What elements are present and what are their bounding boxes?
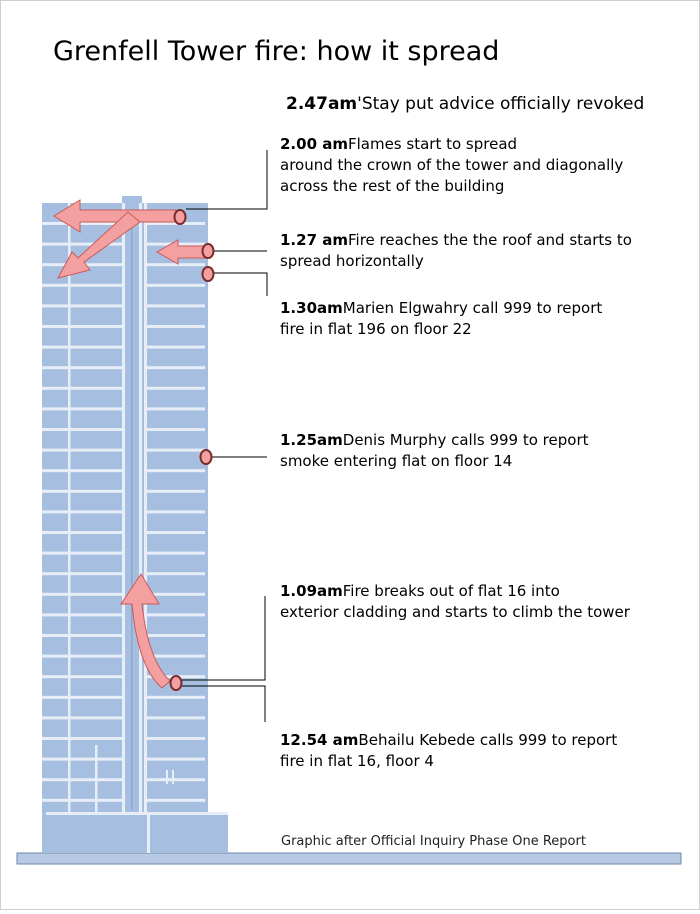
event-text: Flames start to spread xyxy=(347,135,518,153)
floor-gap xyxy=(147,531,205,534)
column-gap xyxy=(95,745,98,812)
floor-gap xyxy=(42,490,122,493)
floor-gap xyxy=(147,593,205,596)
core-line xyxy=(139,203,142,815)
location-marker-icon xyxy=(171,676,182,690)
floor-gap xyxy=(42,552,122,555)
event-text: Marien Elgwahry call 999 to report xyxy=(342,299,603,317)
floor-gap xyxy=(147,407,205,410)
event-text: fire in flat 16, floor 4 xyxy=(280,752,434,770)
event-247 xyxy=(286,94,644,115)
event-text: around the crown of the tower and diagonally xyxy=(280,156,624,174)
floor-gap xyxy=(147,696,205,699)
floor-gap xyxy=(42,469,122,472)
floor-gap xyxy=(147,284,205,287)
event-text: smoke entering flat on floor 14 xyxy=(280,452,513,470)
detail-gap xyxy=(172,770,174,784)
floor-gap xyxy=(42,284,122,287)
location-marker-icon xyxy=(203,267,214,281)
event-time: 1.27 am xyxy=(280,231,348,249)
floor-gap xyxy=(147,366,205,369)
event-text: exterior cladding and starts to climb the tower xyxy=(280,603,630,621)
event-text: across the rest of the building xyxy=(280,177,505,195)
event-text: Behailu Kebede calls 999 to report xyxy=(358,731,618,749)
floor-gap xyxy=(42,716,122,719)
floor-gap xyxy=(42,366,122,369)
floor-gap xyxy=(147,469,205,472)
detail-gap xyxy=(166,770,168,784)
event-text: fire in flat 196 on floor 22 xyxy=(280,320,472,338)
floor-gap xyxy=(42,613,122,616)
ground xyxy=(17,853,681,864)
floor-gap xyxy=(42,655,122,658)
event-text: spread horizontally xyxy=(280,252,424,270)
floor-gap xyxy=(42,675,122,678)
event-time: 1.25am xyxy=(280,431,343,449)
floor-gap xyxy=(147,428,205,431)
floor-gap xyxy=(147,758,205,761)
floor-gap xyxy=(42,593,122,596)
floor-gap xyxy=(42,510,122,513)
floor-gap xyxy=(147,634,205,637)
leader-line xyxy=(186,150,267,209)
core-line xyxy=(131,210,133,810)
floor-gap xyxy=(147,655,205,658)
floor-gap xyxy=(42,799,122,802)
event-time: 1.09am xyxy=(280,582,343,600)
floor-gap xyxy=(42,325,122,328)
credit-note: Graphic after Official Inquiry Phase One Report xyxy=(281,834,586,849)
floor-gap xyxy=(147,799,205,802)
floor-gap xyxy=(42,304,122,307)
location-marker-icon xyxy=(175,210,186,224)
floor-gap xyxy=(147,263,205,266)
floor-gap xyxy=(42,634,122,637)
page-title: Grenfell Tower fire: how it spread xyxy=(53,36,500,67)
floor-gap xyxy=(42,696,122,699)
floor-gap xyxy=(147,304,205,307)
location-marker-icon xyxy=(201,450,212,464)
event-text: Denis Murphy calls 999 to report xyxy=(342,431,589,449)
base-gap xyxy=(46,812,228,815)
event-127 xyxy=(280,230,632,272)
tower xyxy=(42,196,228,853)
floor-gap xyxy=(42,758,122,761)
tower-base xyxy=(46,812,228,853)
event-130 xyxy=(280,298,602,340)
floor-gap xyxy=(42,449,122,452)
event-125 xyxy=(280,430,589,472)
floor-gap xyxy=(42,778,122,781)
floor-gap xyxy=(42,572,122,575)
floor-gap xyxy=(147,490,205,493)
event-time: 2.00 am xyxy=(280,135,348,153)
floor-gap xyxy=(147,716,205,719)
event-text: Fire reaches the the roof and starts to xyxy=(347,231,632,249)
leader-line xyxy=(211,273,267,296)
column-gap xyxy=(68,203,71,815)
event-1254 xyxy=(280,730,617,772)
floor-gap xyxy=(147,325,205,328)
floor-gap xyxy=(42,387,122,390)
floor-gap xyxy=(147,778,205,781)
floor-gap xyxy=(42,407,122,410)
base-gap xyxy=(147,815,150,853)
floor-gap xyxy=(147,737,205,740)
floor-gap xyxy=(147,387,205,390)
floor-gap xyxy=(42,428,122,431)
event-time: 1.30am xyxy=(280,299,343,317)
floor-gap xyxy=(42,531,122,534)
core-line xyxy=(122,203,125,815)
floor-gap xyxy=(147,510,205,513)
floor-gap xyxy=(147,572,205,575)
event-109 xyxy=(280,581,630,623)
floor-gap xyxy=(147,552,205,555)
event-text: 'Stay put advice officially revoked xyxy=(357,94,645,114)
event-time: 12.54 am xyxy=(280,731,359,749)
location-marker-icon xyxy=(203,244,214,258)
core-line xyxy=(144,203,147,815)
floor-gap xyxy=(42,737,122,740)
event-text: Fire breaks out of flat 16 into xyxy=(342,582,560,600)
floor-gap xyxy=(147,346,205,349)
event-200 xyxy=(280,134,623,197)
floor-gap xyxy=(147,613,205,616)
event-time: 2.47am xyxy=(286,94,358,114)
floor-gap xyxy=(42,346,122,349)
floor-gap xyxy=(147,449,205,452)
